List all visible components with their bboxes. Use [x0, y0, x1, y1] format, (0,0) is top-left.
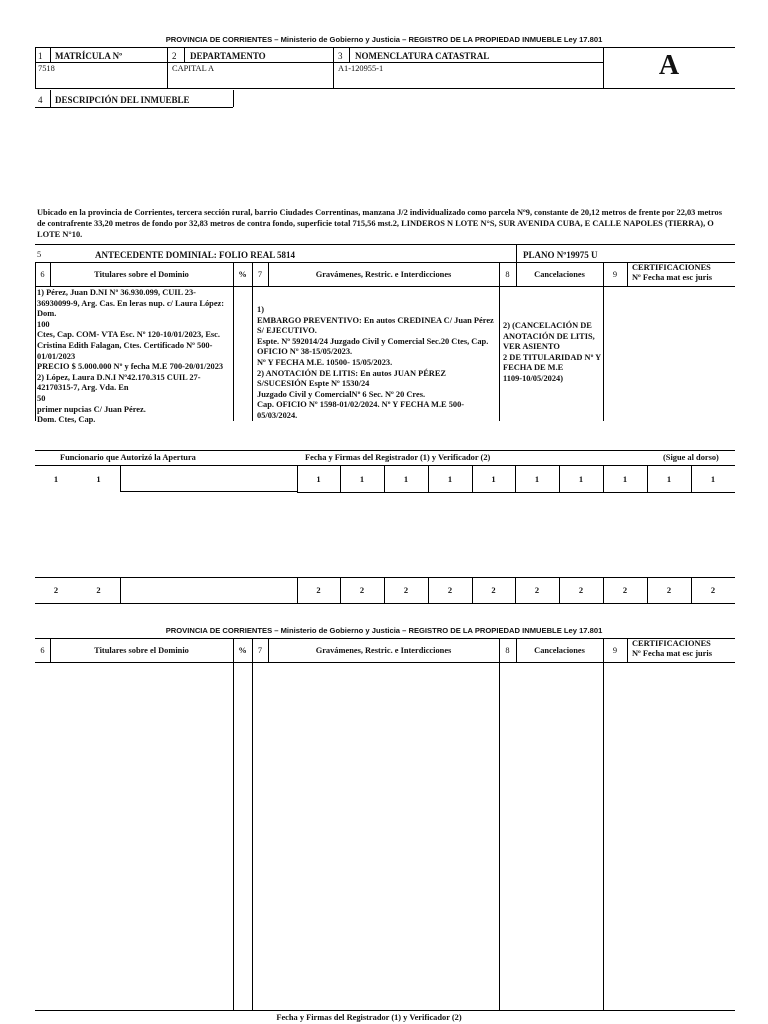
row2-cell: 2: [96, 585, 101, 595]
row1-cell: 1: [666, 473, 672, 484]
row1-cell: 1: [622, 473, 628, 484]
col-gravamenes-header: Gravámenes, Restric. e Interdicciones: [315, 270, 452, 279]
row1-cell: 1: [53, 473, 59, 484]
field-2-number: 2: [172, 51, 177, 61]
departamento-label: DEPARTAMENTO: [190, 51, 266, 61]
back-certificaciones-label-2: Nº Fecha mat esc juris: [632, 649, 712, 658]
fecha-firmas-label: Fecha y Firmas del Registrador (1) y Verificador (2): [305, 453, 491, 462]
field-3-number: 3: [338, 51, 343, 61]
row1-cell: 1: [359, 473, 365, 484]
antecedente-label: ANTECEDENTE DOMINIAL: FOLIO REAL 5814: [95, 250, 296, 260]
nomenclatura-value: A1-120955-1: [338, 64, 384, 73]
back-col-8-number: 8: [505, 646, 510, 655]
back-col-certificaciones-header: [632, 639, 712, 659]
row2-cell: 2: [53, 585, 59, 595]
departamento-value: CAPITAL A: [172, 64, 215, 73]
certificaciones-label-2: Nº Fecha mat esc juris: [632, 273, 712, 282]
col-8-number: 8: [505, 270, 510, 279]
col-cancelaciones-header: Cancelaciones: [534, 270, 585, 279]
matricula-value: 7518: [38, 64, 55, 73]
cancelaciones-text: 2) (CANCELACIÓN DE ANOTACIÓN DE LITIS, VER ASIENTO 2 DE TITULARIDAD Nº Y FECHA DE M.E 1109-10/05/2024): [503, 321, 601, 383]
row2-cell: 2: [710, 585, 716, 595]
row2-cell: 2: [403, 585, 409, 595]
back-col-gravamenes-header: Gravámenes, Restric. e Interdicciones: [315, 646, 452, 655]
back-col-7-number: 7: [257, 646, 263, 655]
back-certificaciones-label-1: CERTIFICACIONES: [632, 639, 711, 648]
row2-cell: 2: [491, 585, 496, 595]
back-col-6-number: 6: [40, 646, 45, 655]
descripcion-label: DESCRIPCIÓN DEL INMUEBLE: [55, 95, 190, 105]
row1-cell: 1: [96, 473, 101, 484]
funcionario-label: Funcionario que Autorizó la Apertura: [60, 453, 196, 462]
back-col-titulares-header: Titulares sobre el Dominio: [94, 646, 189, 655]
field-4-number: 4: [38, 95, 43, 105]
row1-cell: 1: [710, 473, 716, 484]
row1-cell: 1: [491, 473, 496, 484]
row2-cell: 2: [316, 585, 321, 595]
row1-cell: 1: [447, 473, 453, 484]
plano-label: PLANO Nº19975 U: [523, 250, 598, 260]
row2-cell: 2: [666, 585, 672, 595]
gravamenes-text: 1) EMBARGO PREVENTIVO: En autos CREDINEA C/ Juan Pérez S/ EJECUTIVO. Espte. Nº 592014/24 Juzgado Civil y Comercial Sec.20 Ctes, Cap. OFICIO Nº 38-15/05/2023. Nº Y FECHA M.E. 10500- 15/05/2023. 2) ANOTACIÓN DE LITIS: En autos JUAN PÉREZ S/SUCESIÓN Espte Nº 1530/24 Juzgado Civil y ComercialNº 6 Sec. Nº 20 Cres. Cap. OFICIO Nº 1598-01/02/2024. Nº Y FECHA M.E 500-05/03/2024.: [257, 305, 494, 420]
back-header: PROVINCIA DE CORRIENTES – Ministerio de Gobierno y Justicia – REGISTRO DE LA PROPIEDAD INMUEBLE Ley 17.801: [165, 626, 603, 635]
col-titulares-header: Titulares sobre el Dominio: [94, 270, 189, 279]
nomenclatura-label: NOMENCLATURA CATASTRAL: [355, 51, 490, 61]
col-9-number: 9: [612, 270, 618, 279]
col-7-number: 7: [257, 270, 263, 279]
back-col-9-number: 9: [612, 646, 618, 655]
row1-cell: 1: [316, 473, 321, 484]
row2-cell: 2: [534, 585, 540, 595]
row2-cell: 2: [359, 585, 365, 595]
matricula-label: MATRÍCULA Nº: [55, 51, 123, 61]
field-1-number: 1: [38, 51, 43, 61]
descripcion-text: Ubicado en la provincia de Corrientes, tercera sección rural, barrio Ciudades Correntinas, manzana J/2 individualizado como parcela Nº9, constante de 20,12 metros de frente por 22,03 metros de contrafrente 33,20 metros de fondo por 32,83 metros de contra fondo, superficie total 715,56 mst.2, LINDEROS N LOTE N°S, SUR AVENIDA CUBA, E CALLE NAPOLES (TIERRA), O LOTE N°10.: [37, 208, 722, 240]
back-col-cancelaciones-header: Cancelaciones: [534, 646, 585, 655]
letter-a: A: [658, 50, 680, 81]
certificaciones-label-1: CERTIFICACIONES: [632, 263, 711, 272]
row2-cell: 2: [447, 585, 453, 595]
field-5-number: 5: [37, 250, 42, 259]
col-pct-header: %: [238, 270, 247, 279]
back-footer-label: Fecha y Firmas del Registrador (1) y Verificador (2): [276, 1013, 462, 1022]
col-6-number: 6: [40, 270, 45, 279]
sigue-al-dorso-label: (Sigue al dorso): [663, 453, 719, 462]
row1-cell: 1: [403, 473, 409, 484]
row2-cell: 2: [578, 585, 584, 595]
row2-cell: 2: [622, 585, 628, 595]
back-col-pct-header: %: [238, 646, 247, 655]
document-header: PROVINCIA DE CORRIENTES – Ministerio de Gobierno y Justicia – REGISTRO DE LA PROPIEDAD INMUEBLE Ley 17.801: [165, 35, 603, 44]
titulares-text: 1) Pérez, Juan D.NI Nº 36.930.099, CUIL 23-36930099-9, Arg. Cas. En leras nup. c/ Laura López: Dom. 100 Ctes, Cap. COM- VTA Esc. Nº 120-10/01/2023, Esc. Cristina Edith Falagan, Ctes. Certificado Nº 500-01/01/2023 PRECIO $ 5.000.000 Nº y fecha M.E 700-20/01/2023 2) López, Laura D.N.I Nº42.170.315 CUIL 27-42170315-7, Arg. Vda. En 50 primer nupcias C/ Juan Pérez. Dom. Ctes, Cap.: [37, 288, 225, 425]
col-certificaciones-header: [632, 263, 712, 283]
row1-cell: 1: [534, 473, 540, 484]
row1-cell: 1: [578, 473, 584, 484]
